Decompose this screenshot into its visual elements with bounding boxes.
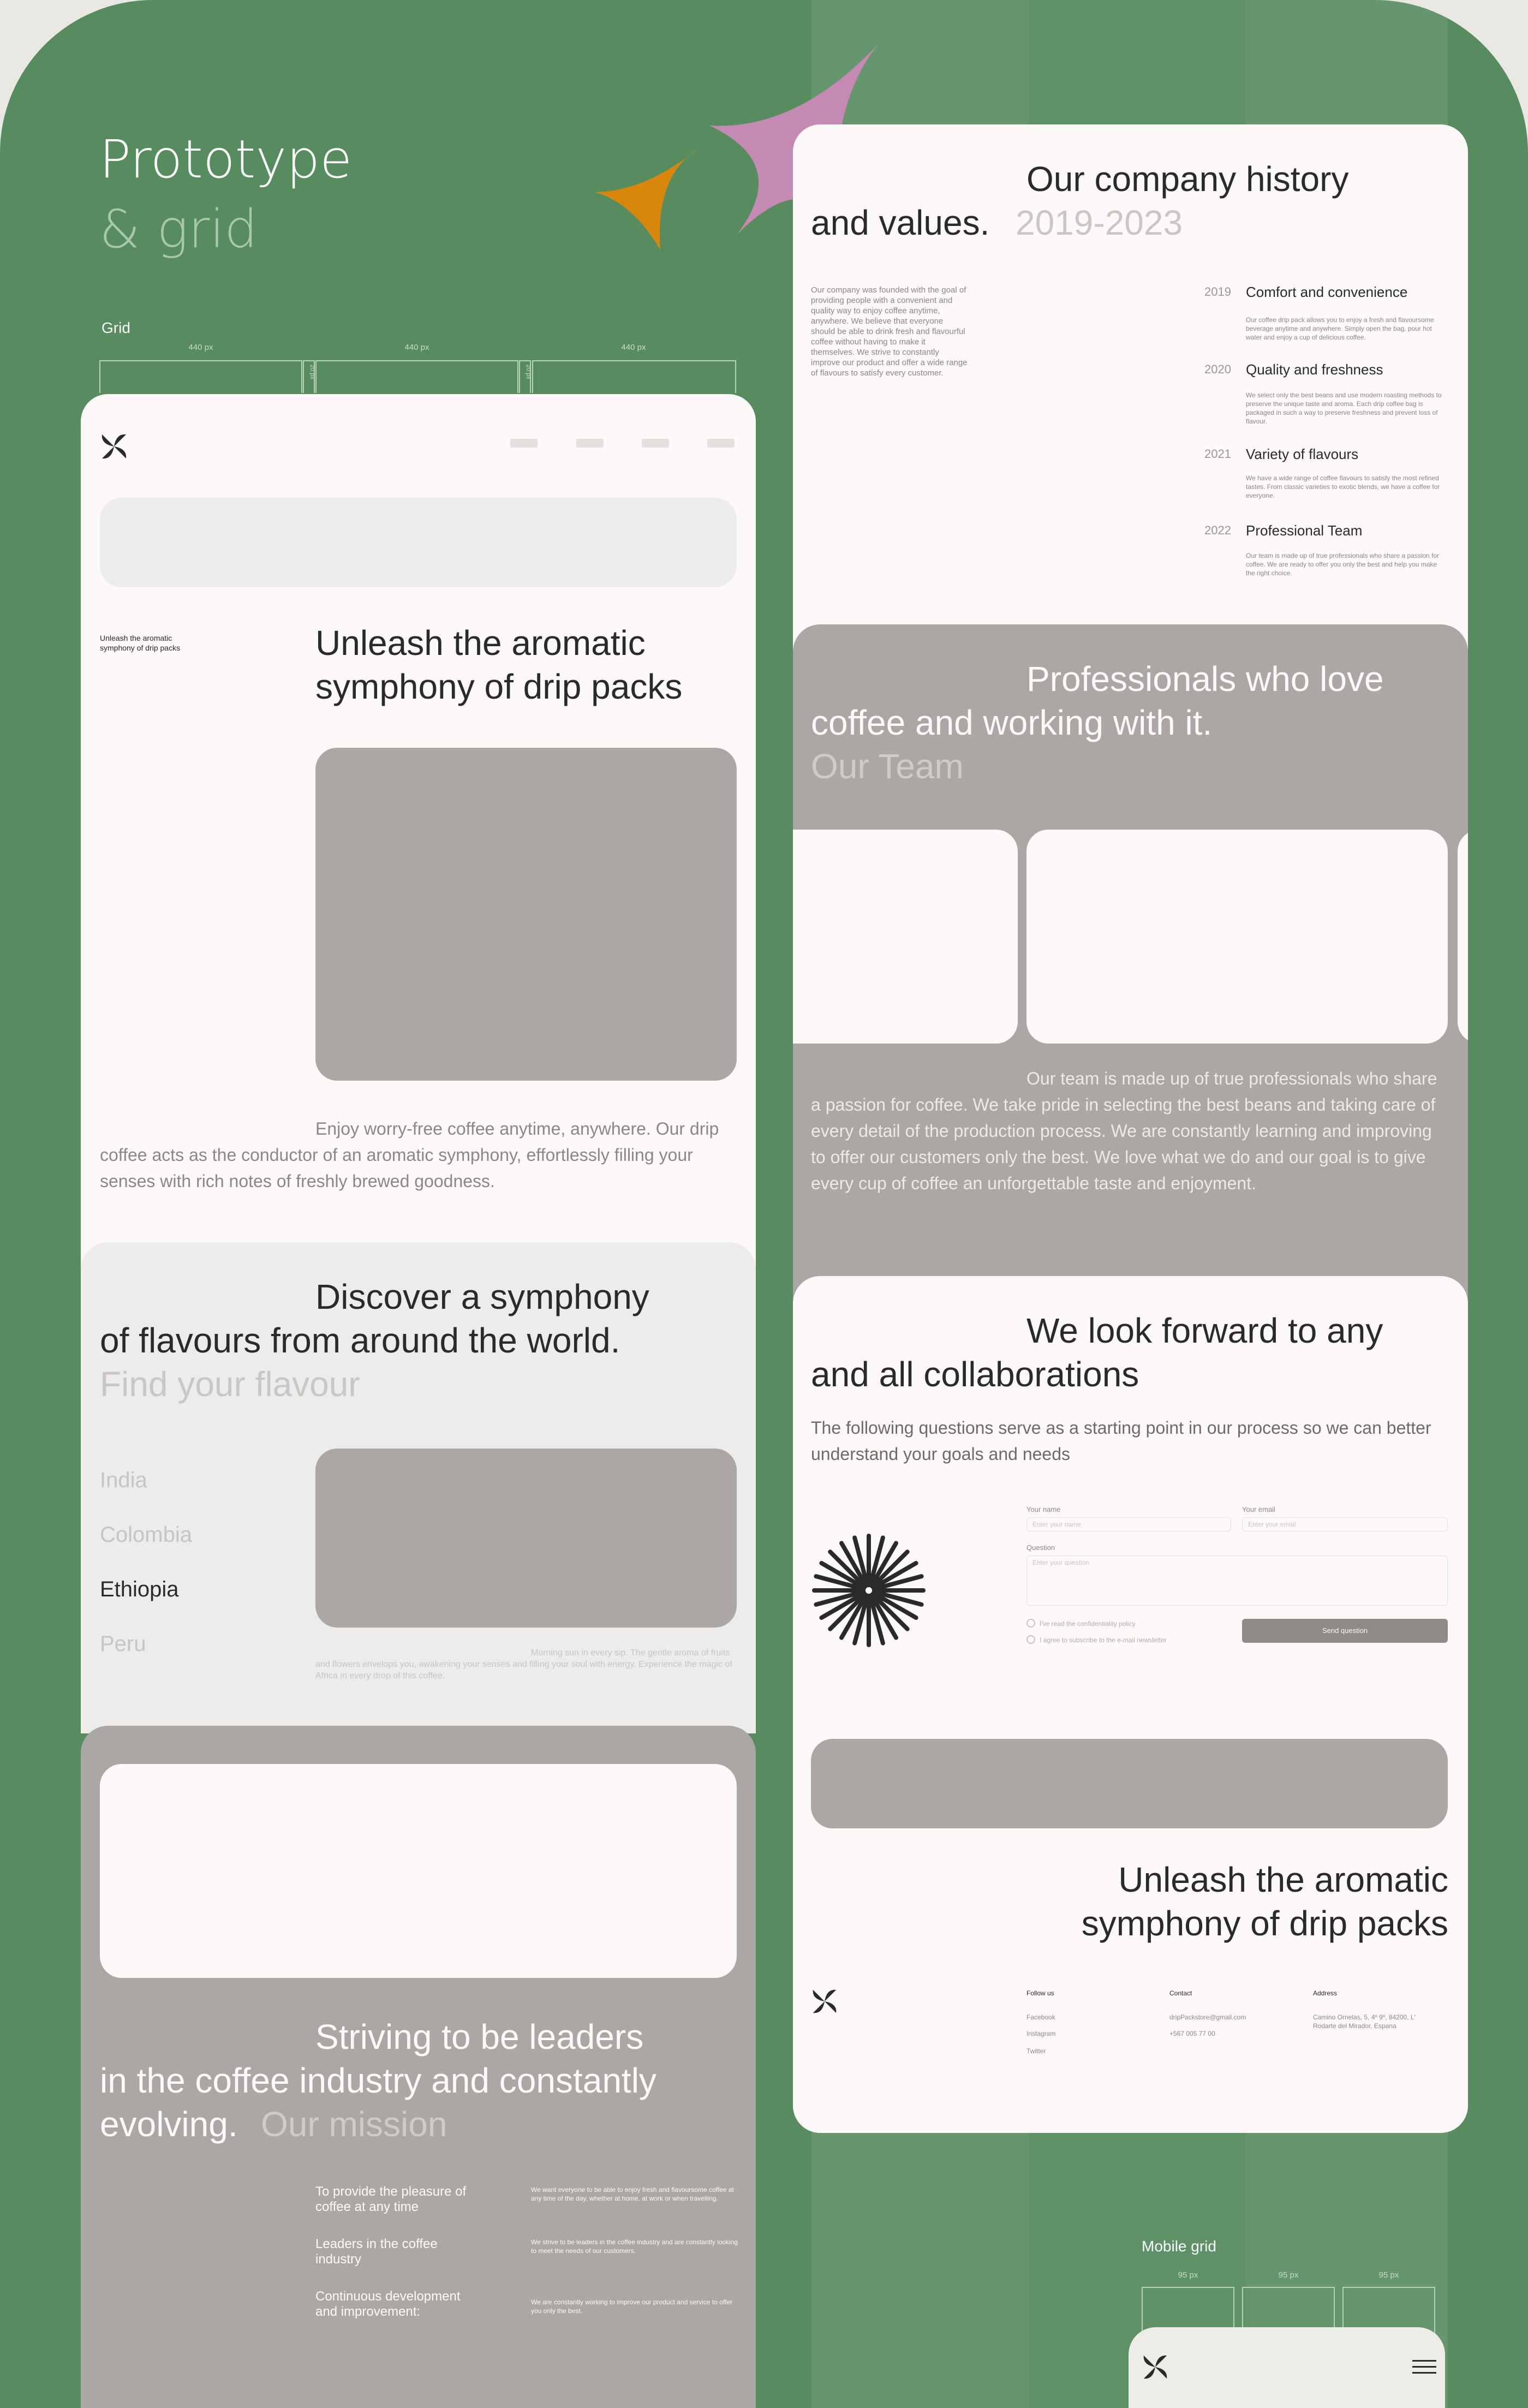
team-heading-line1: Professionals who love xyxy=(1026,659,1384,699)
nav-item[interactable] xyxy=(510,439,538,448)
privacy-checkbox[interactable] xyxy=(1026,1619,1035,1628)
timeline-year: 2021 xyxy=(1204,447,1231,461)
flavour-tab-colombia[interactable]: Colombia xyxy=(100,1523,192,1547)
timeline-text: Our team is made up of true professionals who share a passion for coffee. We are ready to offer you only the best and help you make the right choice. xyxy=(1246,552,1440,577)
contact-body-text: The following questions serve as a starting point in our process so we can better understand your goals and needs xyxy=(811,1418,1431,1464)
hero-small-label: Unleash the aromatic symphony of drip packs xyxy=(100,634,181,652)
mobile-grid-label: Mobile grid xyxy=(1142,2238,1216,2255)
nav-item[interactable] xyxy=(642,439,669,448)
contact-heading-line2: and all collaborations xyxy=(811,1355,1139,1394)
flavour-caption: Morning sun in every sip. The gentle aroma of fruits and flowers envelops you, awakening your senses and filling your soul with energy. Experience the magic of Africa in every drop of this coffee. xyxy=(315,1648,732,1680)
sunburst-icon xyxy=(811,1533,927,1648)
grid-col-width: 440 px xyxy=(621,343,646,352)
timeline-text: We select only the best beans and use modern roasting methods to preserve the unique taste and aroma. Each drip coffee bag is packaged in such a way to preserve freshness and prevent loss of flavour. xyxy=(1246,391,1442,425)
mission-item-text: We strive to be leaders in the coffee industry and are constantly looking to meet the needs of our customers. xyxy=(531,2238,738,2255)
mission-item-text: We are constantly working to improve our product and service to offer you only the best. xyxy=(531,2298,733,2315)
email-field-label: Your email xyxy=(1242,1505,1275,1513)
team-body-text: Our team is made up of true professionals who share a passion for coffee. We take pride in selecting the best beans and taking care of every detail of the production process. We are constantly learning and improving to offer our customers only the best. We love what we do and our goal is to give every cup of coffee an unforgettable taste and enjoyment. xyxy=(811,1069,1437,1193)
footer-logo-icon[interactable] xyxy=(811,1988,838,2015)
timeline-title: Comfort and convenience xyxy=(1246,284,1408,300)
follow-title: Follow us xyxy=(1026,1989,1054,1997)
hamburger-menu-icon[interactable] xyxy=(1412,2360,1436,2376)
flavour-tab-peru[interactable]: Peru xyxy=(100,1632,146,1656)
question-textarea[interactable]: Enter your question xyxy=(1026,1555,1448,1606)
nav-item[interactable] xyxy=(576,439,604,448)
contact-email-link[interactable]: dripPackstore@gmail.com xyxy=(1169,2013,1246,2021)
hero-banner-placeholder xyxy=(100,498,737,587)
hero-heading-line1: Unleash the aromatic xyxy=(315,623,646,663)
team-member-card[interactable] xyxy=(793,830,1018,1044)
mission-image-placeholder xyxy=(100,1764,737,1978)
grid-col-box xyxy=(99,360,302,393)
mission-heading-line1: Striving to be leaders xyxy=(315,2017,644,2057)
grid-col-width: 440 px xyxy=(188,343,213,352)
grid-col-box xyxy=(532,360,736,393)
timeline-text: We have a wide range of coffee flavours to satisfy the most refined tastes. From classic varieties to exotic blends, we have a coffee for everyone. xyxy=(1246,474,1440,499)
mission-item-title: Leaders in the coffee industry xyxy=(315,2237,438,2267)
email-input[interactable]: Enter your email xyxy=(1242,1517,1448,1531)
mobile-col-width: 95 px xyxy=(1178,2270,1198,2280)
mobile-logo-icon[interactable] xyxy=(1142,2353,1169,2381)
footer-heading-line1: Unleash the aromatic xyxy=(1118,1860,1448,1899)
twitter-link[interactable]: Twitter xyxy=(1026,2047,1046,2055)
name-field-label: Your name xyxy=(1026,1505,1061,1513)
grid-col-box xyxy=(315,360,518,393)
timeline-title: Variety of flavours xyxy=(1246,446,1359,462)
mobile-col-width: 95 px xyxy=(1378,2270,1399,2280)
board-title: Prototype xyxy=(99,129,353,190)
grid-label: Grid xyxy=(102,319,130,336)
history-intro: Our company was founded with the goal of providing people with a convenient and quality way to enjoy coffee anytime, anywhere. We believe that everyone should be able to drink fresh and flavourful coffee without having to make it themselves. We strive to constantly improve our product and offer a wide range of flavours to satisfy every customer. xyxy=(811,285,968,378)
contact-title: Contact xyxy=(1169,1989,1192,1997)
mission-item-text: We want everyone to be able to enjoy fresh and flavoursome coffee at any time of the day, whether at home, at work or when travelling. xyxy=(531,2186,734,2202)
orange-star-decoration xyxy=(595,143,699,250)
team-section xyxy=(793,624,1468,1310)
name-input[interactable]: Enter your name xyxy=(1026,1517,1231,1531)
send-question-button[interactable]: Send question xyxy=(1242,1619,1448,1643)
timeline-year: 2019 xyxy=(1204,285,1231,299)
history-heading-line1: Our company history xyxy=(1026,159,1349,199)
timeline-text: Our coffee drip pack allows you to enjoy a fresh and flavoursome beverage anytime and anywhere. Simply open the bag, pour hot water and enjoy a cup of delicious coffee. xyxy=(1246,316,1434,341)
facebook-link[interactable]: Facebook xyxy=(1026,2013,1055,2021)
hero-heading-line2: symphony of drip packs xyxy=(315,667,683,706)
mobile-preview xyxy=(1129,2327,1445,2408)
flavours-heading-line1: Discover a symphony xyxy=(315,1277,649,1316)
timeline-title: Quality and freshness xyxy=(1246,361,1383,378)
hero-body-text: Enjoy worry-free coffee anytime, anywhere. Our drip coffee acts as the conductor of an aromatic symphony, effortlessly filling your senses with rich notes of freshly brewed goodness. xyxy=(100,1119,719,1191)
contact-section xyxy=(793,1276,1468,2133)
address-title: Address xyxy=(1313,1989,1338,1997)
hero-section xyxy=(81,394,756,1267)
mission-heading-line2: in the coffee industry and constantly xyxy=(100,2061,656,2100)
flavours-heading-muted: Find your flavour xyxy=(100,1364,360,1404)
subscribe-checkbox[interactable] xyxy=(1026,1635,1035,1644)
flavour-tab-india[interactable]: India xyxy=(100,1468,147,1492)
mission-section xyxy=(81,1726,756,2408)
mission-heading-line3: evolving. xyxy=(100,2105,238,2144)
team-heading-line2: coffee and working with it. xyxy=(811,703,1213,742)
team-member-card[interactable] xyxy=(1026,830,1448,1044)
mission-item-title: To provide the pleasure of coffee at any time xyxy=(315,2184,467,2214)
mission-item-title: Continuous development and improvement: xyxy=(315,2289,461,2319)
timeline-year: 2022 xyxy=(1204,523,1231,537)
timeline-title: Professional Team xyxy=(1246,522,1363,539)
subscribe-label: I agree to subscribe to the e-mail newsletter xyxy=(1040,1636,1167,1644)
flavour-tab-ethiopia[interactable]: Ethiopia xyxy=(100,1577,179,1601)
hero-image-placeholder xyxy=(315,748,737,1081)
contact-phone[interactable]: +567 005 77 00 xyxy=(1169,2030,1215,2037)
grid-gutter-width: 20 px xyxy=(309,365,315,379)
flavour-image-placeholder xyxy=(315,1449,737,1628)
privacy-label: I've read the confidentiality policy xyxy=(1040,1620,1136,1628)
timeline-year: 2020 xyxy=(1204,362,1231,376)
team-member-card[interactable] xyxy=(1458,830,1468,1044)
about-page xyxy=(793,124,1468,2133)
address-text: Camino Ornelas, 5, 4º 9º, 84200, L' Rodarte del Mirador, Espana xyxy=(1313,2013,1416,2030)
flavours-heading-line2: of flavours from around the world. xyxy=(100,1321,620,1360)
mission-heading-muted: Our mission xyxy=(261,2105,447,2144)
instagram-link[interactable]: Instagram xyxy=(1026,2030,1056,2037)
question-field-label: Question xyxy=(1026,1543,1055,1552)
mobile-col-width: 95 px xyxy=(1278,2270,1299,2280)
nav-item[interactable] xyxy=(707,439,735,448)
grid-col-width: 440 px xyxy=(404,343,429,352)
team-heading-muted: Our Team xyxy=(811,747,964,786)
board-subtitle: & grid xyxy=(99,199,258,260)
grid-gutter-width: 20 px xyxy=(525,365,532,379)
contact-heading-line1: We look forward to any xyxy=(1026,1311,1383,1350)
flavours-section xyxy=(81,1242,756,1733)
history-heading-muted: 2019-2023 xyxy=(1016,203,1183,242)
history-heading-line2: and values. xyxy=(811,203,990,242)
logo-icon[interactable] xyxy=(100,432,128,461)
footer-banner-placeholder xyxy=(811,1739,1448,1828)
footer-heading-line2: symphony of drip packs xyxy=(1081,1904,1448,1943)
